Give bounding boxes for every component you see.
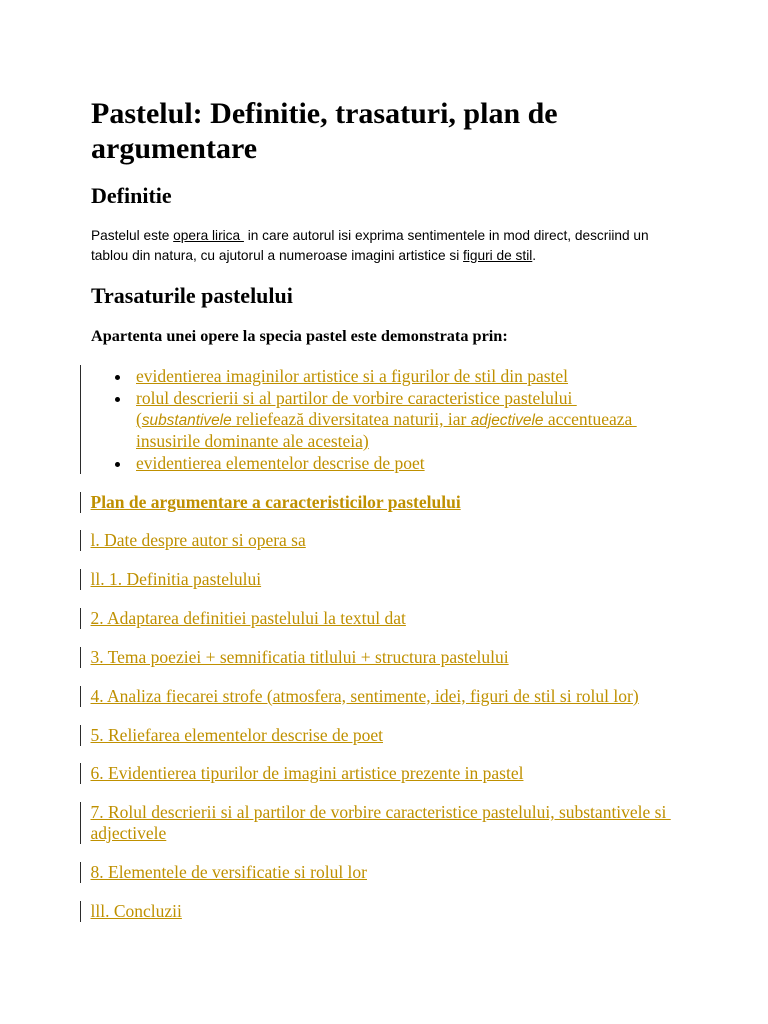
- plan-item-link[interactable]: ll. 1. Definitia pastelului: [90, 569, 262, 590]
- plan-item-link[interactable]: 7. Rolul descrierii si al partilor de vorbire caracteristice pastelului, substantivele si: [90, 802, 671, 823]
- page-title: Pastelul: Definitie, trasaturi, plan de argumentare: [91, 97, 558, 165]
- plan-item[interactable]: [80, 569, 720, 590]
- list-item-text[interactable]: evidentierea elementelor descrise de poet: [136, 453, 425, 473]
- definition-text: in care autorul isi exprima sentimentele in mod direct, descriind un: [243, 228, 649, 243]
- plan-item-link[interactable]: 8. Elementele de versificatie si rolul lor: [90, 862, 367, 883]
- definition-text: Pastelul este: [91, 228, 174, 243]
- plan-item-link[interactable]: 4. Analiza fiecarei strofe (atmosfera, sentimente, idei, figuri de stil si rolul lor): [90, 685, 639, 706]
- plan-section: [80, 492, 720, 940]
- definition-text: .: [532, 247, 537, 263]
- plan-item[interactable]: [80, 802, 720, 844]
- plan-item[interactable]: [80, 763, 720, 784]
- plan-heading[interactable]: [80, 492, 720, 513]
- bullet-icon: [115, 375, 120, 380]
- plan-item-link[interactable]: 2. Adaptarea definitiei pastelului la textul dat: [90, 608, 406, 629]
- list-item-line[interactable]: [136, 431, 756, 452]
- list-item-link[interactable]: [136, 388, 756, 452]
- plan-item[interactable]: [80, 608, 720, 629]
- list-item-text[interactable]: (: [136, 409, 142, 429]
- traits-intro: Apartenta unei opere la specia pastel este demonstrata prin:: [91, 327, 508, 345]
- link-figuri-de-stil[interactable]: figuri de stil: [463, 247, 533, 263]
- definition-line: [91, 226, 649, 246]
- link-opera-lirica[interactable]: opera lirica: [173, 228, 244, 243]
- plan-item[interactable]: [80, 530, 720, 551]
- plan-item-link[interactable]: l. Date despre autor si opera sa: [90, 530, 306, 551]
- list-item-text[interactable]: insusirile dominante ale acesteia): [136, 431, 369, 451]
- plan-item-link[interactable]: 3. Tema poeziei + semnificatia titlului + structura pastelului: [90, 646, 509, 667]
- section-heading-traits: Trasaturile pastelului: [91, 283, 293, 308]
- traits-list-item: [136, 388, 756, 452]
- definition-text: tablou din natura, cu ajutorul a numeroase imagini artistice si: [91, 247, 464, 263]
- traits-list-item: [136, 453, 756, 474]
- plan-item[interactable]: [80, 862, 720, 883]
- bullet-icon: [115, 462, 120, 467]
- list-item-italic-text[interactable]: adjectivele: [470, 412, 544, 429]
- list-item-link[interactable]: [136, 366, 756, 387]
- definition-line: [91, 246, 649, 266]
- plan-item[interactable]: [80, 647, 720, 668]
- section-heading-definition: Definitie: [91, 183, 172, 208]
- list-item-italic-text[interactable]: substantivele: [141, 412, 232, 429]
- list-item-text[interactable]: rolul descrierii si al partilor de vorbire caracteristice pastelului: [136, 388, 577, 408]
- plan-item-link[interactable]: 6. Evidentierea tipurilor de imagini artistice prezente in pastel: [90, 763, 524, 784]
- plan-item-link[interactable]: lll. Concluzii: [90, 900, 182, 921]
- traits-list-item: [136, 366, 756, 387]
- list-item-line[interactable]: [136, 388, 756, 409]
- traits-list: [80, 365, 756, 474]
- plan-heading-link[interactable]: Plan de argumentare a caracteristicilor pastelului: [90, 491, 461, 512]
- list-item-text[interactable]: evidentierea imaginilor artistice si a figurilor de stil din pastel: [136, 366, 569, 386]
- list-item-text[interactable]: reliefează diversitatea naturii, iar: [231, 409, 471, 429]
- definition-paragraph: [91, 226, 649, 265]
- bullet-icon: [115, 397, 120, 402]
- list-item-text[interactable]: accentueaza: [543, 409, 637, 429]
- plan-item-link[interactable]: 5. Reliefarea elementelor descrise de poet: [90, 724, 383, 745]
- plan-item[interactable]: [80, 725, 720, 746]
- list-item-link[interactable]: [136, 453, 756, 474]
- list-item-line[interactable]: [136, 409, 756, 431]
- plan-item[interactable]: [80, 686, 720, 707]
- plan-item[interactable]: [80, 901, 720, 922]
- plan-item-link[interactable]: adjectivele: [90, 823, 167, 844]
